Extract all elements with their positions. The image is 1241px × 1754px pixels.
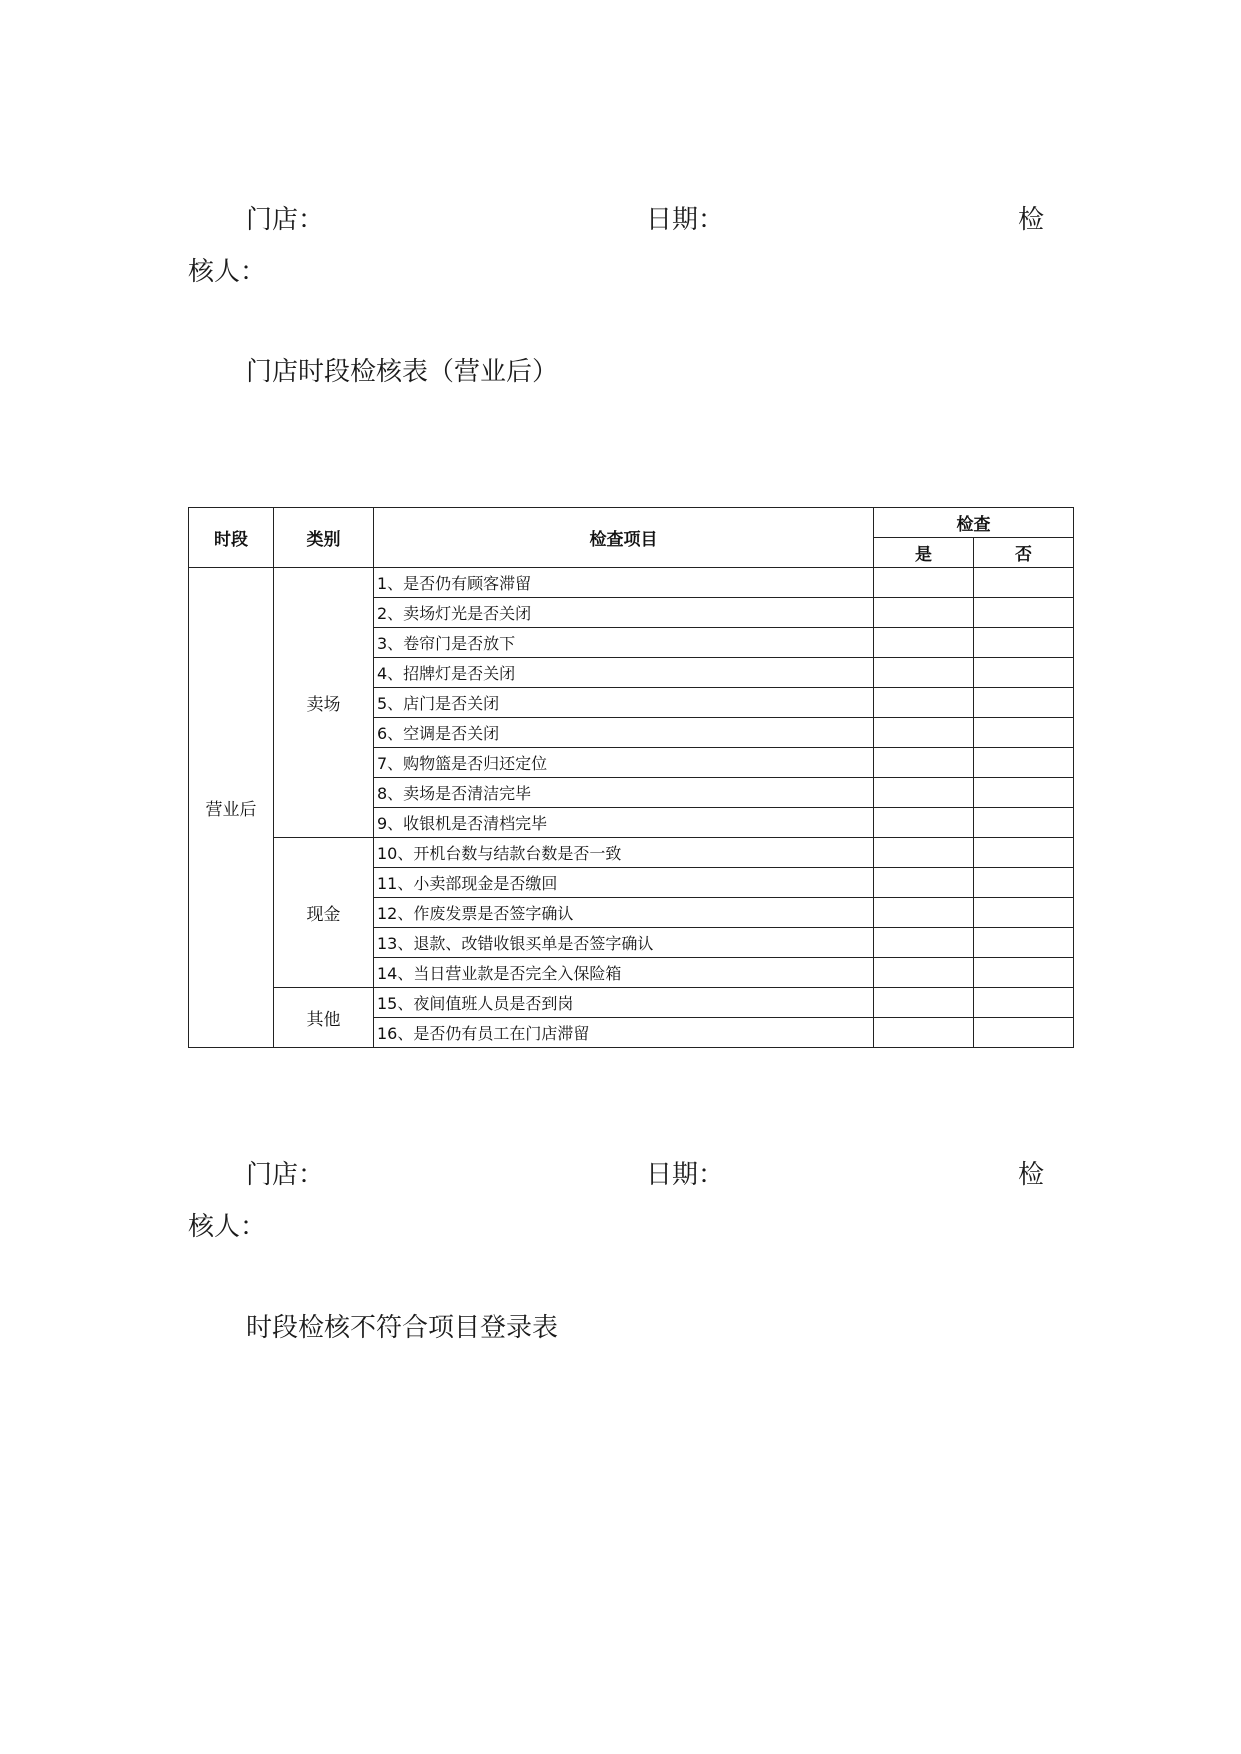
yes-cell[interactable] (874, 628, 974, 658)
date-label: 日期： (646, 205, 725, 235)
no-cell[interactable] (974, 778, 1074, 808)
yes-cell[interactable] (874, 718, 974, 748)
yes-cell[interactable] (874, 928, 974, 958)
item-cell: 1、是否仍有顾客滞留 (374, 568, 874, 598)
no-cell[interactable] (974, 928, 1074, 958)
period-cell: 营业后 (189, 568, 274, 1048)
item-cell: 7、购物篮是否归还定位 (374, 748, 874, 778)
yes-cell[interactable] (874, 868, 974, 898)
store-label: 门店： (246, 205, 325, 235)
no-cell[interactable] (974, 658, 1074, 688)
inspector-label-start-2: 检 (1018, 1160, 1045, 1190)
yes-cell[interactable] (874, 598, 974, 628)
no-cell[interactable] (974, 688, 1074, 718)
yes-cell[interactable] (874, 898, 974, 928)
item-cell: 3、卷帘门是否放下 (374, 628, 874, 658)
item-cell: 9、收银机是否清档完毕 (374, 808, 874, 838)
item-cell: 16、是否仍有员工在门店滞留 (374, 1018, 874, 1048)
item-cell: 6、空调是否关闭 (374, 718, 874, 748)
table-title: 门店时段检核表（营业后） (246, 357, 559, 387)
no-cell[interactable] (974, 568, 1074, 598)
store-label-2: 门店： (246, 1160, 325, 1190)
nonconformity-log-title: 时段检核不符合项目登录表 (246, 1313, 559, 1343)
yes-cell[interactable] (874, 568, 974, 598)
header-item: 检查项目 (374, 508, 874, 568)
header-category: 类别 (274, 508, 374, 568)
item-cell: 11、小卖部现金是否缴回 (374, 868, 874, 898)
category-cell: 现金 (274, 838, 374, 988)
yes-cell[interactable] (874, 748, 974, 778)
no-cell[interactable] (974, 988, 1074, 1018)
yes-cell[interactable] (874, 808, 974, 838)
no-cell[interactable] (974, 628, 1074, 658)
yes-cell[interactable] (874, 778, 974, 808)
item-cell: 5、店门是否关闭 (374, 688, 874, 718)
header-no: 否 (974, 538, 1074, 568)
header-yes: 是 (874, 538, 974, 568)
header-check: 检查 (874, 508, 1074, 538)
category-cell: 卖场 (274, 568, 374, 838)
date-label-2: 日期： (646, 1160, 725, 1190)
header-period: 时段 (189, 508, 274, 568)
yes-cell[interactable] (874, 958, 974, 988)
yes-cell[interactable] (874, 988, 974, 1018)
table-row (189, 988, 1074, 1018)
checklist-table (188, 507, 1074, 1048)
no-cell[interactable] (974, 598, 1074, 628)
no-cell[interactable] (974, 868, 1074, 898)
no-cell[interactable] (974, 898, 1074, 928)
item-cell: 4、招牌灯是否关闭 (374, 658, 874, 688)
yes-cell[interactable] (874, 838, 974, 868)
yes-cell[interactable] (874, 1018, 974, 1048)
yes-cell[interactable] (874, 688, 974, 718)
item-cell: 2、卖场灯光是否关闭 (374, 598, 874, 628)
inspector-label-start: 检 (1018, 205, 1045, 235)
table-row (189, 838, 1074, 868)
inspector-label-end: 核人： (188, 257, 267, 287)
item-cell: 8、卖场是否清洁完毕 (374, 778, 874, 808)
item-cell: 10、开机台数与结款台数是否一致 (374, 838, 874, 868)
item-cell: 13、退款、改错收银买单是否签字确认 (374, 928, 874, 958)
no-cell[interactable] (974, 808, 1074, 838)
yes-cell[interactable] (874, 658, 974, 688)
no-cell[interactable] (974, 748, 1074, 778)
table-row (189, 568, 1074, 598)
item-cell: 12、作废发票是否签字确认 (374, 898, 874, 928)
no-cell[interactable] (974, 718, 1074, 748)
item-cell: 14、当日营业款是否完全入保险箱 (374, 958, 874, 988)
no-cell[interactable] (974, 1018, 1074, 1048)
category-cell: 其他 (274, 988, 374, 1048)
no-cell[interactable] (974, 958, 1074, 988)
inspector-label-end-2: 核人： (188, 1212, 267, 1242)
item-cell: 15、夜间值班人员是否到岗 (374, 988, 874, 1018)
no-cell[interactable] (974, 838, 1074, 868)
